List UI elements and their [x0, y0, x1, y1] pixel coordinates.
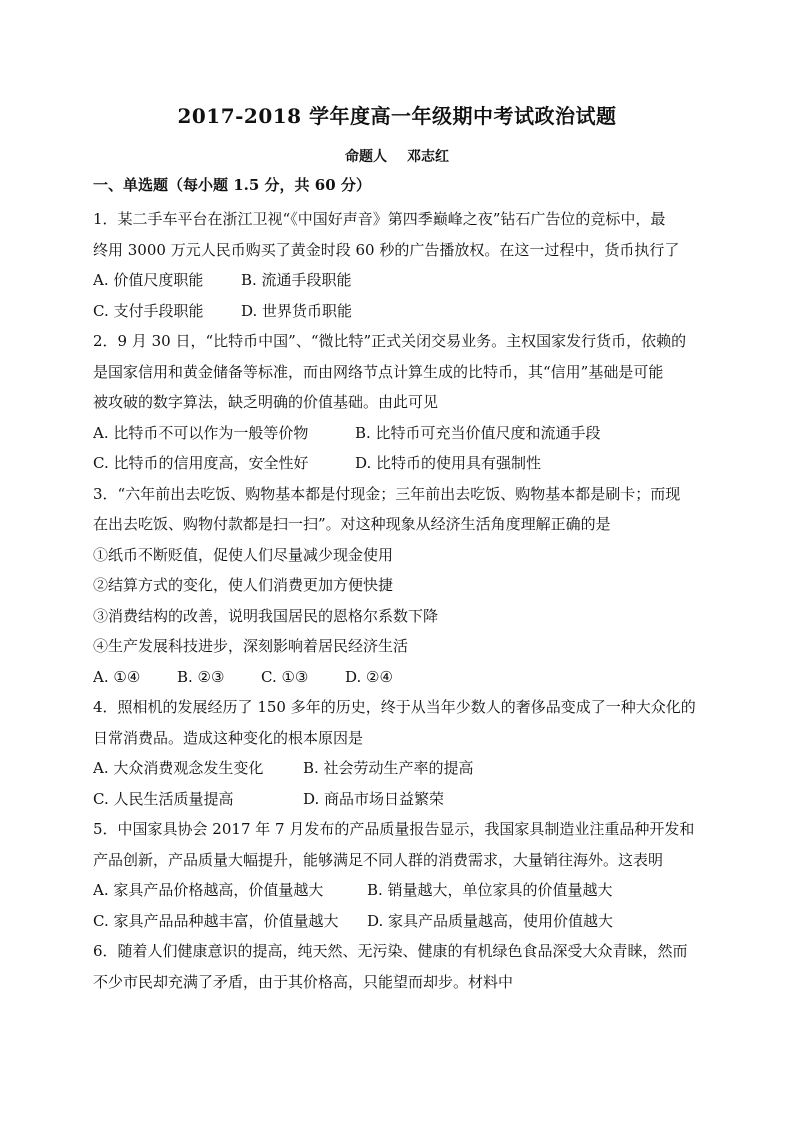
question-2-stem-line-2: 是国家信用和黄金储备等标准，而由网络节点计算生成的比特币，其“信用”基础是可能	[93, 362, 664, 381]
question-4-option-d: D. 商品市场日益繁荣	[303, 789, 445, 808]
question-5-option-d: D. 家具产品质量越高，使用价值越大	[367, 911, 614, 930]
question-5-option-c: C. 家具产品品种越丰富，价值量越大	[93, 911, 339, 930]
author-line	[0, 146, 794, 166]
question-5-stem-line-1: 5．中国家具协会 2017 年 7 月发布的产品质量报告显示，我国家具制造业注重品种开发和	[93, 820, 695, 838]
question-4-option-b: B. 社会劳动生产率的提高	[303, 759, 474, 777]
question-1-option-b: B. 流通手段职能	[241, 271, 352, 289]
question-3-statement-2: ②结算方式的变化，使人们消费更加方便快捷	[93, 576, 394, 594]
question-6-stem-line-1: 6．随着人们健康意识的提高，纯天然、无污染、健康的有机绿色食品深受大众青睐，然而	[93, 942, 688, 960]
question-3-statement-3: ③消费结构的改善，说明我国居民的恩格尔系数下降	[93, 606, 439, 625]
question-3-statement-4: ④生产发展科技进步，深刻影响着居民经济生活	[93, 637, 409, 655]
question-2-option-b: B. 比特币可充当价值尺度和流通手段	[355, 423, 601, 442]
page-title: 2017-2018 学年度高一年级期中考试政治试题	[177, 104, 617, 128]
question-4-option-c: C. 人民生活质量提高	[93, 789, 234, 808]
question-5-options-row-1	[93, 875, 707, 906]
question-1-stem-line-2: 终用 3000 万元人民币购买了黄金时段 60 秒的广告播放权。在这一过程中，货币执行了	[93, 240, 680, 259]
question-list	[93, 204, 707, 997]
question-4-options-row-1	[93, 753, 707, 784]
question-2-stem-line-1: 2．9 月 30 日，“比特币中国”、“微比特”正式关闭交易业务。主权国家发行货币，依赖的	[93, 332, 687, 350]
question-4-options-row-2	[93, 784, 707, 815]
question-2-stem-line-3: 被攻破的数字算法，缺乏明确的价值基础。由此可见	[93, 393, 439, 411]
question-3-option-a: A. ①④	[93, 667, 141, 686]
question-5-stem-line-2: 产品创新，产品质量大幅提升，能够满足不同人群的消费需求，大量销往海外。这表明	[93, 850, 664, 869]
question-6-stem-line-2: 不少市民却充满了矛盾，由于其价格高，只能望而却步。材料中	[93, 972, 514, 991]
author-name: 邓志红	[407, 149, 449, 165]
question-2-option-a: A. 比特币不可以作为一般等价物	[93, 423, 309, 442]
question-4-option-a: A. 大众消费观念发生变化	[93, 759, 264, 777]
question-5-option-a: A. 家具产品价格越高，价值量越大	[93, 881, 324, 899]
question-1-options-row-1	[93, 265, 707, 296]
question-3-option-b: B. ②③	[177, 667, 225, 686]
question-1-stem-line-1: 1．某二手车平台在浙江卫视“《中国好声音》第四季巅峰之夜”钻石广告位的竞标中，最	[93, 210, 666, 228]
question-1-option-c: C. 支付手段职能	[93, 301, 204, 320]
question-3-options-row	[93, 662, 707, 693]
question-1-option-d: D. 世界货币职能	[241, 301, 353, 320]
question-2-option-c: C. 比特币的信用度高，安全性好	[93, 454, 309, 472]
question-2-option-d: D. 比特币的使用具有强制性	[355, 454, 542, 472]
author-label: 命题人	[345, 149, 387, 165]
question-4-stem-line-2: 日常消费品。造成这种变化的根本原因是	[93, 728, 364, 747]
question-4-stem-line-1: 4．照相机的发展经历了 150 多年的历史，终于从当年少数人的奢侈品变成了一种大众化的	[93, 698, 696, 716]
question-3-stem-line-1: 3．“六年前出去吃饭、购物基本都是付现金；三年前出去吃饭、购物基本都是刷卡；而现	[93, 484, 681, 503]
section-heading: 一、单选题（每小题 1.5 分，共 60 分）	[93, 176, 371, 194]
question-3-option-d: D. ②④	[345, 667, 393, 686]
question-5-options-row-2	[93, 906, 707, 937]
question-3-option-c: C. ①③	[261, 667, 309, 686]
question-3-stem-line-2: 在出去吃饭、购物付款都是扫一扫”。对这种现象从经济生活角度理解正确的是	[93, 515, 611, 533]
question-2-options-row-1	[93, 418, 707, 449]
question-2-options-row-2	[93, 448, 707, 479]
question-1-options-row-2	[93, 296, 707, 327]
question-1-option-a: A. 价值尺度职能	[93, 271, 204, 289]
question-5-option-b: B. 销量越大，单位家具的价值量越大	[367, 881, 613, 899]
question-3-statement-1: ①纸币不断贬值，促使人们尽量减少现金使用	[93, 545, 394, 564]
